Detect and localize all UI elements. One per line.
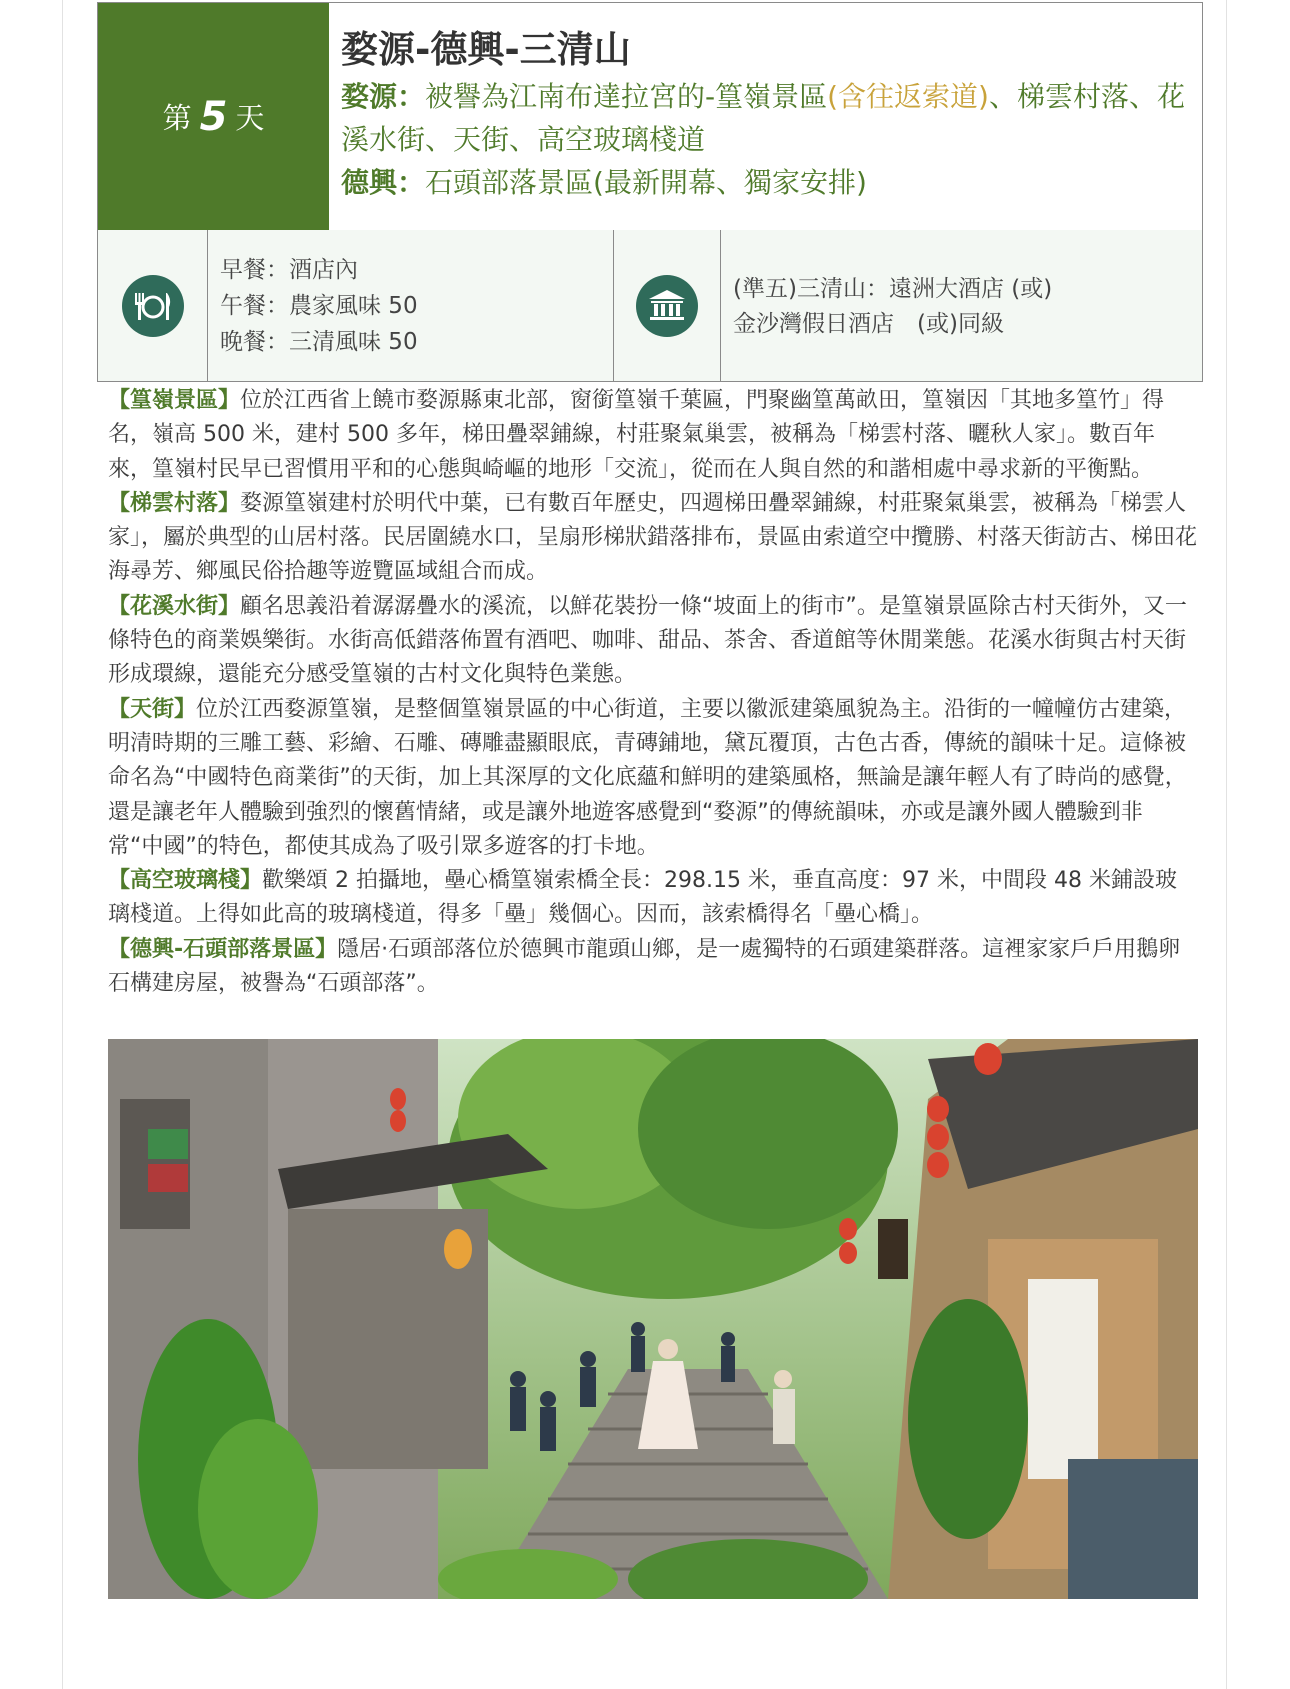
day-suffix: 天 <box>235 101 265 135</box>
hotel-info <box>721 230 1202 381</box>
day-number: 5 <box>199 93 228 140</box>
day-prefix: 第 <box>162 101 192 135</box>
meal-icon-cell <box>98 230 208 381</box>
section-stone-tribe <box>108 933 1198 1002</box>
meals-hotel-row <box>97 230 1203 382</box>
section-text: 隱居·石頭部落位於德興市龍頭山鄉，是一處獨特的石頭建築群落。這裡家家戶戶用鵝卵石構建房屋，被譽為“石頭部落”。 <box>108 936 1181 997</box>
street-scene-illustration <box>108 1039 1198 1599</box>
dining-icon <box>122 275 184 337</box>
section-tiyun <box>108 487 1198 590</box>
route-title: 婺源-德興-三清山 <box>341 28 631 71</box>
wuyuan-text: 被譽為江南布達拉宮的-篁嶺景區 <box>425 80 828 113</box>
dinner: 晚餐：三清風味 50 <box>220 329 418 355</box>
section-heading: 【梯雲村落】 <box>108 490 241 516</box>
dexing-text: 石頭部落景區(最新開幕、獨家安排) <box>425 166 867 199</box>
section-heading: 【高空玻璃棧】 <box>108 868 263 894</box>
hotel-icon-cell <box>614 230 721 381</box>
route-summary <box>329 3 1202 230</box>
hotel-building-icon <box>636 275 698 337</box>
wuyuan-spots: 、梯雲村落、花溪水街、天街、高空玻璃棧道 <box>341 80 1185 156</box>
page-edge-right <box>1226 0 1227 1689</box>
section-text: 位於江西婺源篁嶺，是整個篁嶺景區的中心街道，主要以徽派建築風貌為主。沿街的一幢幢仿古建築，明清時期的三雕工藝、彩繪、石雕、磚雕盡顯眼底，青磚鋪地，黛瓦覆頂，古色古香，傳統的韻味十足。這條被命名為“中國特色商業街”的天街，加上其深厚的文化底蘊和鮮明的建築風格，無論是讓年輕人有了時尚的感覺，還是讓老年人體驗到強烈的懷舊情緒，或是讓外地遊客感覺到“婺源”的傳統韻味，亦或是讓外國人體驗到非常“中國”的特色，都使其成為了吸引眾多遊客的打卡地。 <box>108 696 1187 859</box>
dexing-label: 德興： <box>341 166 426 199</box>
meals-list <box>208 230 614 381</box>
section-tianjie <box>108 693 1198 864</box>
section-text: 顧名思義沿着潺潺疊水的溪流，以鮮花裝扮一條“坡面上的街市”。是篁嶺景區除古村天街外，又一條特色的商業娛樂街。水街高低錯落佈置有酒吧、咖啡、甜品、茶舍、香道館等休閒業態。花溪水街與古村天街形成環線，還能充分感受篁嶺的古村文化與特色業態。 <box>108 593 1187 688</box>
page-edge-left <box>62 0 63 1689</box>
section-heading: 【天街】 <box>108 696 197 722</box>
itinerary-header <box>97 2 1203 231</box>
dexing-line <box>341 161 1202 204</box>
section-huangling <box>108 384 1198 487</box>
section-glass-walkway <box>108 864 1198 933</box>
section-heading: 【德興-石頭部落景區】 <box>108 936 338 962</box>
wuyuan-label: 婺源： <box>341 80 426 113</box>
lunch: 午餐：農家風味 50 <box>220 293 418 319</box>
wuyuan-line <box>341 75 1202 161</box>
section-huaxi <box>108 590 1198 693</box>
section-heading: 【花溪水街】 <box>108 593 241 619</box>
section-text: 婺源篁嶺建村於明代中葉，已有數百年歷史，四週梯田疊翠鋪線，村莊聚氣巢雲，被稱為「梯雲人家」，屬於典型的山居村落。民居圍繞水口，呈扇形梯狀錯落排布，景區由索道空中攬勝、村落天街訪古、梯田花海尋芳、鄉風民俗拾趣等遊覽區域組合而成。 <box>108 490 1198 585</box>
breakfast: 早餐：酒店內 <box>220 257 358 283</box>
tianjie-street-photo <box>108 1039 1198 1599</box>
hotel-line-1: (準五)三清山：遠洲大酒店 (或) <box>733 276 1053 302</box>
section-heading: 【篁嶺景區】 <box>108 388 241 413</box>
section-text: 位於江西省上饒市婺源縣東北部，窗銜篁嶺千葉匾，門聚幽篁萬畝田，篁嶺因「其地多篁竹」得名，嶺高 500 米，建村 500 多年，梯田疊翠鋪線，村莊聚氣巢雲，被稱為「梯雲村落、曬秋人家」。數百年來，篁嶺村民早已習慣用平和的心態與崎嶇的地形「交流」，從而在人與自然的和諧相處中尋求新的平衡點。 <box>108 388 1165 482</box>
cable-car-note: (含往返索道) <box>827 80 989 113</box>
hotel-line-2: 金沙灣假日酒店 (或)同級 <box>733 311 1004 337</box>
day-badge <box>98 3 329 230</box>
section-text: 歡樂頌 2 拍攝地，壘心橋篁嶺索橋全長：298.15 米，垂直高度：97 米，中間段 48 米鋪設玻璃棧道。上得如此高的玻璃棧道，得多「壘」幾個心。因而，該索橋得名「壘心橋」。 <box>108 868 1177 928</box>
attraction-descriptions <box>108 384 1198 1001</box>
